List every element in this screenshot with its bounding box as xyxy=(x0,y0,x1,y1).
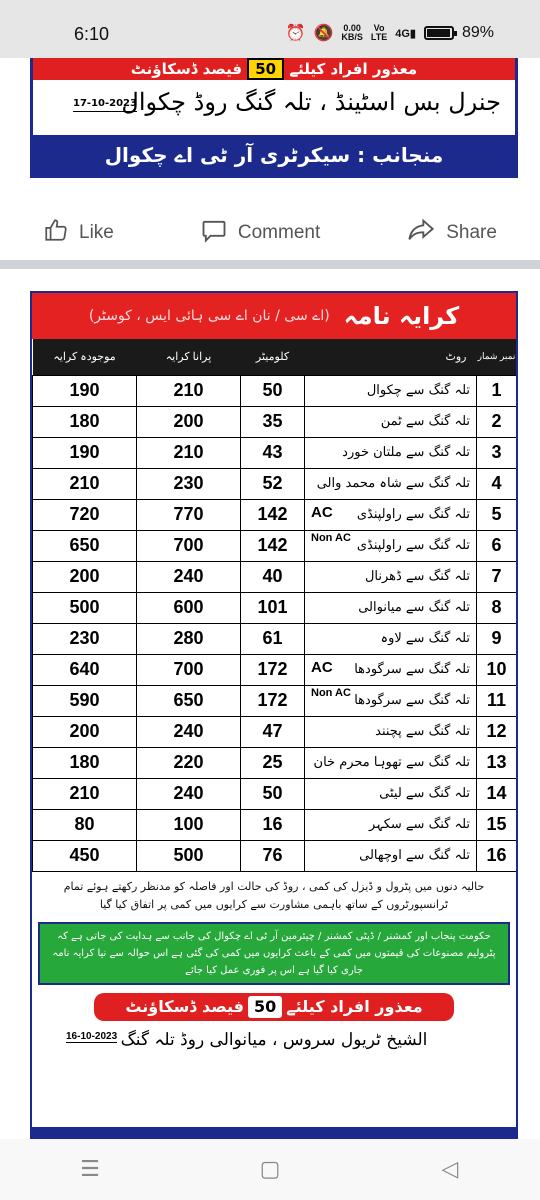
cell-km: 142 xyxy=(241,499,305,530)
cell-new-fare: 650 xyxy=(33,530,137,561)
cell-km: 101 xyxy=(241,592,305,623)
cell-km: 76 xyxy=(241,840,305,871)
post-1-date: 17-10-2023 xyxy=(73,98,137,112)
fare-table xyxy=(32,339,517,872)
comment-button[interactable] xyxy=(200,216,320,250)
cell-sr: 2 xyxy=(477,406,517,437)
cell-new-fare: 200 xyxy=(33,561,137,592)
fare-note: حالیہ دنوں میں پٹرول و ڈیزل کی کمی ، روڈ کی حالت اور فاصلہ کو مدنظر رکھتے ہوئے تمام ٹرانسپورٹروں کے ساتھ باہمی مشاورت سے کرایوں میں کمی پر اتفاق کیا گیا xyxy=(63,879,485,911)
cell-route: تلہ گنگ سے تھوہا محرم خان xyxy=(305,747,477,778)
fare-row xyxy=(33,778,517,809)
fare-row xyxy=(33,406,517,437)
cell-route: تلہ گنگ سے اوچھالی xyxy=(305,840,477,871)
cell-sr: 10 xyxy=(477,654,517,685)
fare-row xyxy=(33,840,517,871)
mute-icon: 🔕 xyxy=(313,25,334,42)
cell-old-fare: 230 xyxy=(137,468,241,499)
cell-new-fare: 500 xyxy=(33,592,137,623)
fare-row xyxy=(33,809,517,840)
ac-tag: AC xyxy=(311,503,333,521)
cell-sr: 7 xyxy=(477,561,517,592)
battery-icon xyxy=(424,26,454,40)
fare-sheet-title: کرایہ نامہ xyxy=(343,302,460,330)
fare-sheet-header xyxy=(32,293,516,339)
cell-new-fare: 640 xyxy=(33,654,137,685)
cell-route: تلہ گنگ سے پچنند xyxy=(305,716,477,747)
cell-route: تلہ گنگ سے لیٹی xyxy=(305,778,477,809)
post-1 xyxy=(0,58,540,260)
post-1-footer: منجانب : سیکرٹری آر ٹی اے چکوال xyxy=(33,135,515,175)
cell-old-fare: 770 xyxy=(137,499,241,530)
cell-km: 52 xyxy=(241,468,305,499)
cell-new-fare: 200 xyxy=(33,716,137,747)
cell-km: 16 xyxy=(241,809,305,840)
ac-tag: Non AC xyxy=(311,531,351,544)
system-nav-bar xyxy=(0,1139,540,1200)
fare-table-header xyxy=(33,339,517,375)
cell-old-fare: 700 xyxy=(137,654,241,685)
cell-route: تلہ گنگ سے سکہر xyxy=(305,809,477,840)
discount-banner-bottom: معذور افراد کیلئے50فیصد ڈسکاؤنٹ xyxy=(94,993,454,1021)
cell-sr: 5 xyxy=(477,499,517,530)
cell-sr: 8 xyxy=(477,592,517,623)
fare-row xyxy=(33,685,517,716)
ac-tag: AC xyxy=(311,658,333,676)
alarm-icon: ⏰ xyxy=(285,25,306,42)
thumbs-up-icon xyxy=(43,217,69,249)
header-new-fare: موجودہ کرایہ xyxy=(53,351,116,364)
cell-route: تلہ گنگ سے سرگودھا AC xyxy=(305,654,477,685)
back-button[interactable]: ◁ xyxy=(441,1157,459,1182)
like-label: Like xyxy=(79,222,114,243)
cell-old-fare: 100 xyxy=(137,809,241,840)
cell-old-fare: 200 xyxy=(137,406,241,437)
header-route: روٹ xyxy=(445,351,467,364)
fare-sheet-image[interactable] xyxy=(30,291,518,1139)
fare-row xyxy=(33,375,517,406)
cell-route: تلہ گنگ سے راولپنڈی AC xyxy=(305,499,477,530)
cell-sr: 14 xyxy=(477,778,517,809)
cell-km: 40 xyxy=(241,561,305,592)
cell-old-fare: 700 xyxy=(137,530,241,561)
cell-km: 142 xyxy=(241,530,305,561)
feed-divider xyxy=(0,260,540,269)
cell-new-fare: 590 xyxy=(33,685,137,716)
cell-old-fare: 280 xyxy=(137,623,241,654)
share-button[interactable] xyxy=(406,216,497,250)
cell-new-fare: 720 xyxy=(33,499,137,530)
header-sr: نمبر شمار xyxy=(477,351,516,362)
status-bar xyxy=(0,0,540,58)
cell-sr: 4 xyxy=(477,468,517,499)
cell-old-fare: 210 xyxy=(137,437,241,468)
cell-new-fare: 210 xyxy=(33,468,137,499)
cell-old-fare: 650 xyxy=(137,685,241,716)
cell-sr: 9 xyxy=(477,623,517,654)
post-actions xyxy=(0,208,540,258)
comment-label: Comment xyxy=(237,222,321,243)
post-1-title: جنرل بس اسٹینڈ ، تلہ گنگ روڈ چکوال xyxy=(121,88,501,116)
cell-km: 25 xyxy=(241,747,305,778)
cell-new-fare: 180 xyxy=(33,406,137,437)
header-km: کلومیٹر xyxy=(255,351,290,364)
discount-banner: معذور افراد کیلئے 50 فیصد ڈسکاؤنٹ xyxy=(33,58,515,80)
fare-sheet-subtitle: (اے سی / نان اے سی ہائی ایس ، کوسٹر) xyxy=(88,308,330,324)
fare-row xyxy=(33,623,517,654)
sheet-bottom-strip xyxy=(32,1127,516,1137)
status-icons xyxy=(286,23,494,43)
signal-icon: 4G▮ xyxy=(395,27,416,40)
government-notice: حکومت پنجاب اور کمشنر / ڈپٹی کمشنر / چیئرمین آر ٹی اے چکوال کی جانب سے ہدایت کی جاتی ہے کہ پٹرولیم مصنوعات کی قیمتوں میں کمی کے باعث کرایوں میں کمی کی گئی ہے اس حوالہ سے نیا کرایہ نامہ جاری کیا گیا ہے اس پر فوری عمل کیا جائے xyxy=(38,922,510,985)
recents-button[interactable]: ☰ xyxy=(80,1157,100,1182)
share-label: Share xyxy=(446,222,497,243)
cell-km: 50 xyxy=(241,375,305,406)
battery-percent: 89% xyxy=(461,24,494,41)
cell-km: 43 xyxy=(241,437,305,468)
cell-new-fare: 210 xyxy=(33,778,137,809)
cell-km: 35 xyxy=(241,406,305,437)
status-time: 6:10 xyxy=(74,24,110,44)
cell-route: تلہ گنگ سے سرگودھا Non AC xyxy=(305,685,477,716)
cell-route: تلہ گنگ سے شاہ محمد والی xyxy=(305,468,477,499)
cell-route: تلہ گنگ سے ملتان خورد xyxy=(305,437,477,468)
cell-km: 172 xyxy=(241,654,305,685)
cell-old-fare: 600 xyxy=(137,592,241,623)
fare-row xyxy=(33,592,517,623)
cell-old-fare: 500 xyxy=(137,840,241,871)
cell-new-fare: 190 xyxy=(33,375,137,406)
cell-sr: 11 xyxy=(477,685,517,716)
cell-route: تلہ گنگ سے چکوال xyxy=(305,375,477,406)
comment-icon xyxy=(200,216,228,250)
cell-old-fare: 220 xyxy=(137,747,241,778)
cell-route: تلہ گنگ سے راولپنڈی Non AC xyxy=(305,530,477,561)
fare-row xyxy=(33,654,517,685)
cell-km: 61 xyxy=(241,623,305,654)
cell-sr: 3 xyxy=(477,437,517,468)
cell-sr: 15 xyxy=(477,809,517,840)
like-button[interactable] xyxy=(43,217,114,249)
fare-row xyxy=(33,561,517,592)
fare-row xyxy=(33,499,517,530)
cell-new-fare: 80 xyxy=(33,809,137,840)
home-button[interactable]: ▢ xyxy=(259,1157,281,1182)
cell-new-fare: 190 xyxy=(33,437,137,468)
cell-old-fare: 240 xyxy=(137,561,241,592)
cell-route: تلہ گنگ سے لاوہ xyxy=(305,623,477,654)
post-2 xyxy=(0,269,540,1139)
fare-sheet-date: 16-10-2023 xyxy=(66,1030,118,1042)
fare-row xyxy=(33,747,517,778)
fare-sheet-footer: الشیخ ٹریول سروس ، میانوالی روڈ تلہ گنگ 16-10-2023 xyxy=(66,1029,428,1050)
volte-indicator: Vo LTE xyxy=(370,23,388,42)
cell-sr: 1 xyxy=(477,375,517,406)
fare-row xyxy=(33,437,517,468)
cell-sr: 12 xyxy=(477,716,517,747)
fare-row xyxy=(33,530,517,561)
cell-sr: 16 xyxy=(477,840,517,871)
cell-route: تلہ گنگ سے ٹمن xyxy=(305,406,477,437)
fare-row xyxy=(33,716,517,747)
cell-route: تلہ گنگ سے ڈھرنال xyxy=(305,561,477,592)
header-old-fare: پرانا کرایہ xyxy=(165,351,212,364)
cell-km: 172 xyxy=(241,685,305,716)
cell-new-fare: 450 xyxy=(33,840,137,871)
net-speed: 0.00 KB/S xyxy=(341,23,363,42)
cell-new-fare: 230 xyxy=(33,623,137,654)
cell-old-fare: 240 xyxy=(137,716,241,747)
cell-km: 47 xyxy=(241,716,305,747)
cell-new-fare: 180 xyxy=(33,747,137,778)
share-icon xyxy=(406,216,436,250)
cell-sr: 13 xyxy=(477,747,517,778)
cell-km: 50 xyxy=(241,778,305,809)
post-1-image[interactable] xyxy=(30,58,518,178)
cell-route: تلہ گنگ سے میانوالی xyxy=(305,592,477,623)
fare-row xyxy=(33,468,517,499)
cell-sr: 6 xyxy=(477,530,517,561)
cell-old-fare: 240 xyxy=(137,778,241,809)
cell-old-fare: 210 xyxy=(137,375,241,406)
ac-tag: Non AC xyxy=(311,686,351,699)
